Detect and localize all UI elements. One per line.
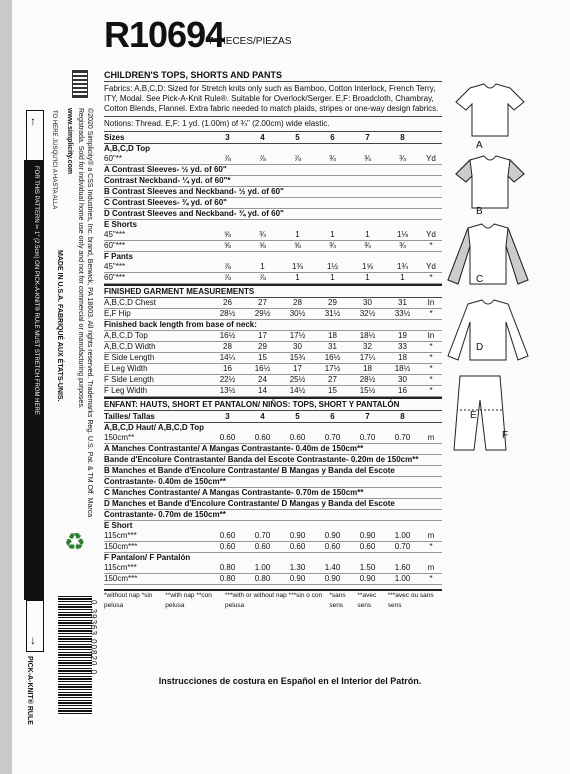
measurement-row: [104, 298, 442, 309]
row-unit: *: [429, 273, 433, 282]
contrast-line: D Contrast Sleeves and Neckband- ¾ yd. of 60": [104, 209, 442, 220]
measurement-cell: 32: [363, 342, 372, 351]
measurement-cell: 28: [223, 342, 232, 351]
row-label: 150cm***: [104, 542, 138, 551]
measurement-cell: 25½: [289, 375, 306, 384]
row-cell: 1.00: [394, 531, 411, 540]
row-cell: 0.90: [324, 531, 341, 540]
contrast-line: Contrastante- 0.40m de 150cm**: [104, 477, 442, 488]
fr-sizes-label: Tailles/ Tallas: [104, 411, 155, 421]
row-unit: *: [429, 241, 433, 250]
size-8: 8: [400, 132, 405, 142]
row-cell: 1¾: [396, 262, 409, 271]
size-7: 7: [365, 132, 370, 142]
row-cell: 0.70: [359, 433, 376, 442]
measurement-cell: 18½: [359, 331, 376, 340]
note-2: **with nap **con pelusa: [165, 592, 212, 609]
row-label: 45"***: [104, 230, 126, 239]
row-cell: 0.60: [219, 542, 236, 551]
size-8: 8: [400, 411, 405, 421]
measurement-row: [104, 375, 442, 386]
group-heading: A,B,C,D Haut/ A,B,C,D Top: [104, 423, 204, 432]
nap-notes: [104, 589, 442, 611]
row-cell: 0.70: [394, 433, 411, 442]
measurement-cell: 22½: [219, 375, 236, 384]
pattern-number: R10694: [104, 14, 225, 55]
contrast-line: Contrastante- 0.70m de 150cm**: [104, 510, 442, 521]
row-label: 45"***: [104, 262, 126, 271]
table-row: [104, 273, 442, 284]
measurement-cell: 33½: [394, 309, 411, 318]
row-cell: ⅞: [259, 273, 266, 282]
row-cell: 1.50: [359, 563, 376, 572]
row-cell: 1⅝: [361, 262, 374, 271]
measurement-cell: 16½: [219, 331, 236, 340]
measurement-cell: 14: [258, 386, 267, 395]
row-cell: 0.80: [219, 574, 236, 583]
measurement-cell: 30: [293, 342, 302, 351]
measurement-row: [104, 386, 442, 397]
row-cell: ⅝: [224, 230, 231, 239]
row-label: 60"**: [104, 154, 122, 163]
made-in-text: MADE IN U.S.A. FABRIQUÉ AUX ÉTATS-UNIS.: [56, 250, 63, 402]
table-row: [104, 531, 442, 542]
fabrics-text: Fabrics: A,B,C,D: Sized for Stretch knits only such as Bamboo, Cotton Interlock, French Terry, ITY, Modal. See Pick-A-Knit Rule®. Suitable for Overlock/Serger. E,F: Broadcloth, Chambray, Cotton Blends, Flannel. Extra fabric needed to match plaids, stripes or one-way design fabrics.: [104, 82, 442, 117]
row-cell: 1: [330, 273, 335, 282]
measurement-cell: 17¼: [359, 353, 376, 362]
measurement-row: [104, 309, 442, 320]
measurement-cell: 30: [398, 375, 407, 384]
table-row: [104, 262, 442, 273]
row-cell: 0.60: [254, 433, 271, 442]
group-heading: F Pantalon/ F Pantalón: [104, 553, 191, 562]
page-edge: [0, 0, 12, 774]
measurement-cell: 15¾: [289, 353, 306, 362]
row-cell: ⅝: [224, 241, 231, 250]
view-label-a: A: [476, 140, 483, 151]
group-heading: A,B,C,D Top: [104, 144, 151, 153]
size-4: 4: [260, 411, 265, 421]
row-cell: 1⅛: [396, 230, 409, 239]
row-cell: 0.60: [289, 542, 306, 551]
measurement-row: [104, 331, 442, 342]
size-5: 5: [295, 411, 300, 421]
contrast-line: Bande d'Encolure Contrastante/ Banda del Escote Contrastante- 0.20m de 150cm**: [104, 455, 442, 466]
measurement-unit: *: [429, 342, 433, 351]
measurement-cell: 18: [328, 331, 337, 340]
row-cell: 0.90: [324, 574, 341, 583]
size-5: 5: [295, 132, 300, 142]
measurement-cell: 27: [258, 298, 267, 307]
measurement-label: F Side Length: [104, 375, 154, 384]
row-cell: 1: [330, 230, 335, 239]
notions-text: Notions: Thread. E,F: 1 yd. (1.00m) of ¾" (2.00cm) wide elastic.: [104, 117, 442, 132]
row-cell: 0.60: [219, 433, 236, 442]
row-label: 60"***: [104, 273, 126, 282]
row-cell: ⅝: [294, 241, 301, 250]
row-unit: Yd: [426, 262, 436, 271]
contrast-line: C Contrast Sleeves- ¾ yd. of 60": [104, 198, 442, 209]
view-b-tshirt-icon: [450, 152, 530, 212]
arrow-up-icon: ↑: [30, 114, 36, 128]
row-cell: 1: [400, 273, 405, 282]
contrast-line: C Manches Contrastante/ A Mangas Contrastante- 0.70m de 150cm**: [104, 488, 442, 499]
contrast-line: D Manches et Bande d'Encolure Contrastante/ D Mangas y Banda del Escote: [104, 499, 442, 510]
row-cell: ⅞: [224, 273, 231, 282]
row-unit: m: [427, 531, 435, 540]
row-cell: ¾: [259, 230, 266, 239]
row-cell: ⅝: [259, 241, 266, 250]
size-6: 6: [330, 411, 335, 421]
table-row: [104, 433, 442, 444]
measurement-cell: 16: [398, 386, 407, 395]
row-cell: ¾: [364, 241, 371, 250]
measurement-cell: 14½: [289, 386, 306, 395]
table-row: [104, 154, 442, 165]
group-heading: E Short: [104, 521, 133, 530]
measurement-cell: 18½: [394, 364, 411, 373]
measurement-row: [104, 364, 442, 375]
barcode: [58, 596, 92, 716]
stretch-gauge-band: [24, 160, 44, 600]
measurement-label: E,F Hip: [104, 309, 131, 318]
stretch-gauge-text: FOR THIS PATTERN ✂ 1" (2.5cm) ON PICK-A-KNIT® RULE MUST STRETCH FROM HERE: [33, 166, 39, 415]
row-unit: m: [427, 433, 435, 442]
row-cell: 0.60: [324, 542, 341, 551]
measurement-label: A,B,C,D Width: [104, 342, 156, 351]
from-here-marker: [26, 600, 44, 652]
measurement-cell: 33: [398, 342, 407, 351]
row-cell: ¾: [399, 241, 406, 250]
rule-label: PICK-A-KNIT® RULE: [26, 656, 33, 725]
measurement-unit: *: [429, 353, 433, 362]
measurements-title: FINISHED GARMENT MEASUREMENTS: [104, 284, 442, 298]
row-cell: 0.70: [324, 433, 341, 442]
measurement-cell: 17: [293, 364, 302, 373]
view-d-raglan-icon: [444, 296, 534, 366]
yardage-chart: [104, 70, 442, 611]
to-here-marker: [26, 110, 44, 162]
measurement-cell: 30: [363, 298, 372, 307]
fr-sizes-header: [104, 411, 442, 423]
contrast-line: A Contrast Sleeves- ½ yd. of 60": [104, 165, 442, 176]
measurement-label: Finished back length from base of neck:: [104, 320, 257, 329]
measurement-cell: 15½: [359, 386, 376, 395]
view-illustrations: [440, 70, 560, 470]
measurement-cell: 32½: [359, 309, 376, 318]
size-4: 4: [260, 132, 265, 142]
size-6: 6: [330, 132, 335, 142]
sizes-label: Sizes: [104, 132, 125, 142]
measurement-cell: 29: [328, 298, 337, 307]
arrow-down-icon: ↓: [30, 633, 36, 647]
measurement-cell: 16½: [324, 353, 341, 362]
contrast-line: B Contrast Sleeves and Neckband- ½ yd. of 60": [104, 187, 442, 198]
row-cell: ¾: [364, 154, 371, 163]
pieces-count: 7 PIECES/PIEZAS: [208, 36, 292, 47]
measurement-cell: 16½: [254, 364, 271, 373]
group-heading: F Pants: [104, 252, 133, 261]
note-6: ***avec ou sans sens: [387, 592, 434, 609]
view-c-longsleeve-icon: [444, 220, 534, 290]
measurement-row: [104, 320, 442, 331]
row-cell: ¾: [329, 154, 336, 163]
measurement-cell: 31: [398, 298, 407, 307]
row-label: 115cm***: [104, 563, 137, 572]
row-cell: 0.90: [359, 531, 376, 540]
group-heading: E Shorts: [104, 220, 137, 229]
contrast-line: B Manches et Bande d'Encolure Contrastante/ B Mangas y Banda del Escote: [104, 466, 442, 477]
note-3: ***with or without nap ***sin o con pelusa: [224, 592, 323, 609]
row-cell: 0.70: [394, 542, 411, 551]
row-cell: 1: [365, 273, 370, 282]
measurement-row: [104, 353, 442, 364]
row-unit: *: [429, 542, 433, 551]
row-cell: 1: [295, 230, 300, 239]
row-cell: 1.00: [254, 563, 271, 572]
row-label: 60"***: [104, 241, 126, 250]
measurement-rows: [104, 298, 442, 397]
website-text: www.simplicity.com: [66, 108, 73, 175]
row-cell: 1⅜: [291, 262, 304, 271]
measurement-cell: 29½: [254, 309, 271, 318]
table-row: [104, 574, 442, 585]
contrast-line: A Manches Contrastante/ A Mangas Contrastante- 0.40m de 150cm**: [104, 444, 442, 455]
to-here-text: TO HERE JUSQU'ICI A HASTA ALLA: [51, 110, 57, 210]
table-row: [104, 230, 442, 241]
chart-title: CHILDREN'S TOPS, SHORTS AND PANTS: [104, 70, 442, 82]
measurement-cell: 28½: [359, 375, 376, 384]
contrast-line: Contrast Neckband- ¼ yd. of 60"*: [104, 176, 442, 187]
view-e-f-pants-icon: [450, 370, 530, 460]
row-cell: 1.40: [324, 563, 341, 572]
row-cell: ⅞: [224, 154, 231, 163]
fr-title: ENFANT: HAUTS, SHORT ET PANTALON/ NIÑOS: TOPS, SHORT Y PANTALÓN: [104, 397, 442, 411]
row-label: 150cm**: [104, 433, 135, 442]
measurement-label: F Leg Width: [104, 386, 148, 395]
view-label-e: E: [470, 410, 477, 421]
row-cell: ⅞: [259, 154, 266, 163]
measurement-cell: 31: [328, 342, 337, 351]
measurement-row: [104, 342, 442, 353]
size-7: 7: [365, 411, 370, 421]
metric-rows: [104, 423, 442, 585]
measurement-cell: 24: [258, 375, 267, 384]
row-cell: 0.90: [289, 531, 306, 540]
row-cell: 0.60: [254, 542, 271, 551]
copyright-text: ©2020 Simplicity® a CSS Industries, Inc. brand, Berwick, PA 18603. All rights reserved. Trademarks Reg. U.S. Pat. & TM Off. Marca Registrada. Sold for individual home use only and not for commercial or manufacturing purposes.: [77, 108, 93, 518]
measurement-cell: 28: [293, 298, 302, 307]
row-cell: 0.60: [289, 433, 306, 442]
measurement-label: E Leg Width: [104, 364, 148, 373]
table-row: [104, 563, 442, 574]
view-label-f: F: [502, 430, 509, 441]
row-cell: ⅞: [224, 262, 231, 271]
measurement-unit: In: [427, 331, 435, 340]
view-a-tshirt-icon: [450, 80, 530, 140]
measurement-cell: 15: [258, 353, 267, 362]
measurement-cell: 18: [363, 364, 372, 373]
measurement-cell: 16: [223, 364, 232, 373]
row-cell: ⅞: [294, 154, 301, 163]
usa-flag-icon: [72, 70, 88, 98]
row-cell: 0.60: [219, 531, 236, 540]
row-cell: 1.00: [394, 574, 411, 583]
size-3: 3: [225, 411, 230, 421]
row-cell: ¾: [399, 154, 406, 163]
row-cell: 1: [365, 230, 370, 239]
spanish-instructions-note: Instrucciones de costura en Español en el Interior del Patrón.: [158, 676, 422, 686]
note-5: **avec sens: [357, 592, 377, 609]
measurement-cell: 17½: [324, 364, 341, 373]
measurement-cell: 26: [223, 298, 232, 307]
row-cell: 0.90: [359, 574, 376, 583]
row-cell: 1.30: [289, 563, 306, 572]
size-3: 3: [225, 132, 230, 142]
row-cell: 0.80: [219, 563, 236, 572]
view-label-c: C: [476, 274, 484, 285]
measurement-cell: 29: [258, 342, 267, 351]
view-label-d: D: [476, 342, 484, 353]
measurement-cell: 31½: [324, 309, 341, 318]
row-cell: 0.90: [289, 574, 306, 583]
view-label-b: B: [476, 206, 483, 217]
barcode-digits: 0 39363 00820 0: [89, 600, 98, 676]
english-rows: [104, 144, 442, 284]
measurement-cell: 17½: [289, 331, 306, 340]
measurement-cell: 27: [328, 375, 337, 384]
row-unit: m: [427, 563, 435, 572]
measurement-cell: 19: [398, 331, 407, 340]
measurement-unit: In: [427, 298, 435, 307]
measurement-label: E Side Length: [104, 353, 155, 362]
recycle-icon: ♻: [64, 529, 86, 556]
measurement-cell: 13½: [219, 386, 236, 395]
measurement-unit: *: [429, 309, 433, 318]
note-1: *without nap *sin pelusa: [104, 592, 153, 609]
row-cell: ¾: [329, 241, 336, 250]
note-4: *sans sens: [329, 592, 346, 609]
row-cell: 0.60: [359, 542, 376, 551]
row-cell: 1: [295, 273, 300, 282]
measurement-cell: 28½: [219, 309, 236, 318]
row-label: 115cm***: [104, 531, 137, 540]
measurement-unit: *: [429, 364, 433, 373]
measurement-label: A,B,C,D Chest: [104, 298, 157, 307]
measurement-cell: 15: [328, 386, 337, 395]
measurement-cell: 17: [258, 331, 267, 340]
table-row: [104, 542, 442, 553]
sizes-header: [104, 132, 442, 144]
table-row: [104, 241, 442, 252]
row-cell: 1.60: [394, 563, 411, 572]
row-unit: Yd: [426, 230, 436, 239]
measurement-cell: 30½: [289, 309, 306, 318]
measurement-cell: 18: [398, 353, 407, 362]
row-cell: 0.70: [254, 531, 271, 540]
row-cell: 1½: [326, 262, 339, 271]
row-cell: 1: [260, 262, 265, 271]
row-unit: *: [429, 574, 433, 583]
row-label: 150cm***: [104, 574, 138, 583]
measurement-cell: 14¼: [219, 353, 236, 362]
measurement-unit: *: [429, 386, 433, 395]
measurement-unit: *: [429, 375, 433, 384]
measurement-label: A,B,C,D Top: [104, 331, 148, 340]
row-unit: Yd: [426, 154, 436, 163]
row-cell: 0.80: [254, 574, 271, 583]
